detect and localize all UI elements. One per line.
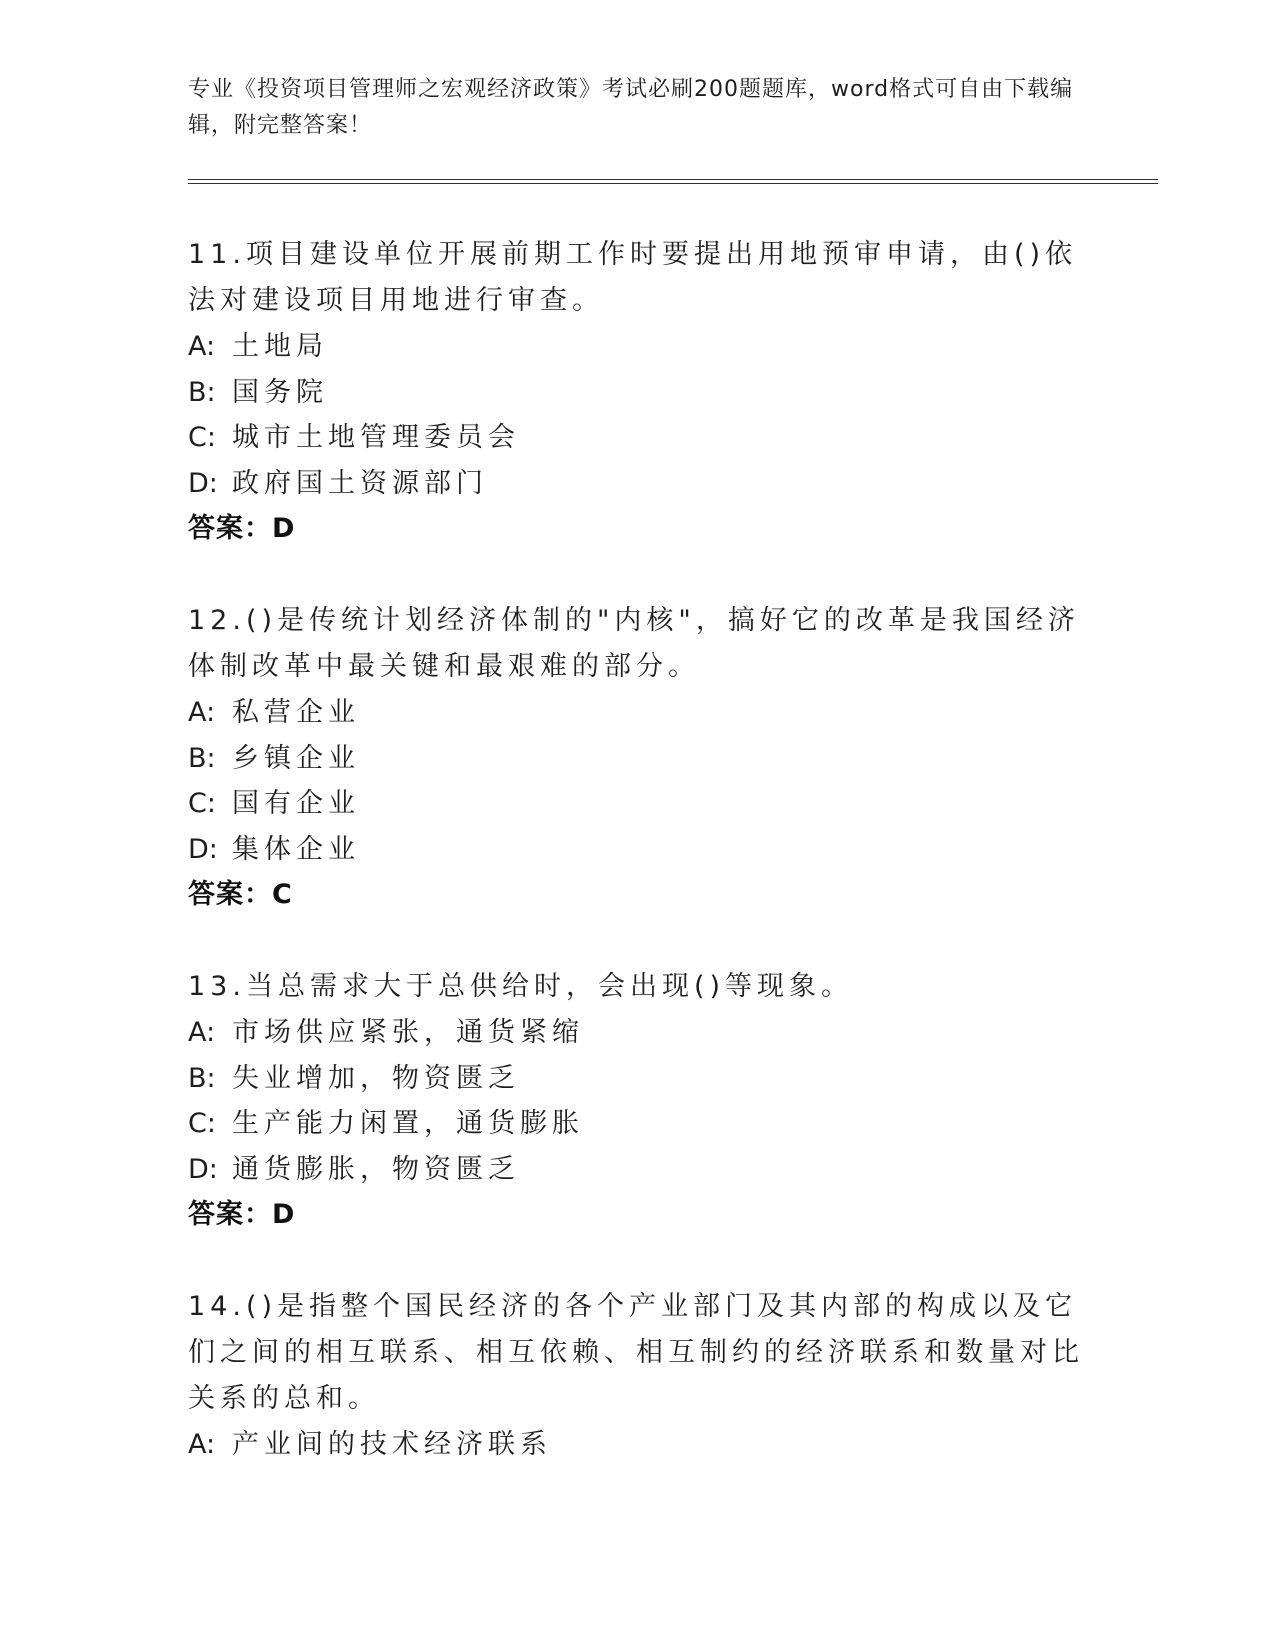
option-letter: D: — [188, 833, 218, 865]
answer-label: 答案：C — [188, 879, 293, 910]
question-13 — [188, 964, 1088, 1238]
question-12 — [188, 598, 1088, 918]
option-d — [188, 1147, 1088, 1193]
option-letter: D: — [188, 467, 218, 499]
option-c — [188, 781, 1088, 827]
option-text: 政府国土资源部门 — [232, 467, 488, 499]
option-a — [188, 1010, 1088, 1056]
option-letter: A: — [188, 331, 216, 362]
option-text: 私营企业 — [232, 697, 360, 728]
option-letter: C: — [188, 788, 216, 819]
option-d — [188, 461, 1088, 507]
option-letter: A: — [188, 1429, 216, 1460]
option-b — [188, 1056, 1088, 1102]
question-14 — [188, 1284, 1088, 1468]
option-c — [188, 1101, 1088, 1147]
option-text: 市场供应紧张，通货紧缩 — [232, 1017, 584, 1048]
option-text: 城市土地管理委员会 — [232, 422, 520, 453]
option-text: 生产能力闲置，通货膨胀 — [232, 1108, 584, 1139]
option-text: 土地局 — [232, 331, 328, 362]
answer-label: 答案：D — [188, 513, 296, 544]
question-list — [188, 232, 1088, 1514]
option-letter: C: — [188, 422, 216, 453]
header-divider-top — [188, 179, 1158, 180]
question-stem: 14.()是指整个国民经济的各个产业部门及其内部的构成以及它们之间的相互联系、相互依赖、相互制约的经济联系和数量对比关系的总和。 — [188, 1291, 1084, 1414]
option-b — [188, 370, 1088, 416]
option-b — [188, 736, 1088, 782]
answer-label: 答案：D — [188, 1199, 296, 1230]
option-letter: B: — [188, 742, 216, 774]
option-letter: C: — [188, 1108, 216, 1139]
question-stem: 13.当总需求大于总供给时，会出现()等现象。 — [188, 971, 854, 1002]
option-letter: B: — [188, 376, 216, 408]
option-letter: A: — [188, 697, 216, 728]
question-11 — [188, 232, 1088, 552]
document-header: 专业《投资项目管理师之宏观经济政策》考试必刷200题题库，word格式可自由下载编辑，附完整答案！ — [188, 77, 1074, 138]
option-text: 国有企业 — [232, 788, 360, 819]
option-letter: A: — [188, 1017, 216, 1048]
option-d — [188, 827, 1088, 873]
option-text: 通货膨胀，物资匮乏 — [232, 1153, 520, 1185]
option-c — [188, 415, 1088, 461]
option-letter: D: — [188, 1153, 218, 1185]
option-letter: B: — [188, 1062, 216, 1094]
option-a — [188, 1422, 1088, 1468]
option-text: 集体企业 — [232, 833, 360, 865]
question-stem: 11.项目建设单位开展前期工作时要提出用地预审申请，由()依法对建设项目用地进行审查。 — [188, 239, 1078, 316]
option-text: 乡镇企业 — [232, 742, 360, 774]
option-text: 国务院 — [232, 376, 328, 408]
question-stem: 12.()是传统计划经济体制的"内核"，搞好它的改革是我国经济体制改革中最关键和最艰难的部分。 — [188, 605, 1080, 682]
option-text: 失业增加，物资匮乏 — [232, 1062, 520, 1094]
option-a — [188, 690, 1088, 736]
header-divider-bottom — [188, 183, 1158, 184]
option-a — [188, 324, 1088, 370]
option-text: 产业间的技术经济联系 — [232, 1429, 552, 1460]
